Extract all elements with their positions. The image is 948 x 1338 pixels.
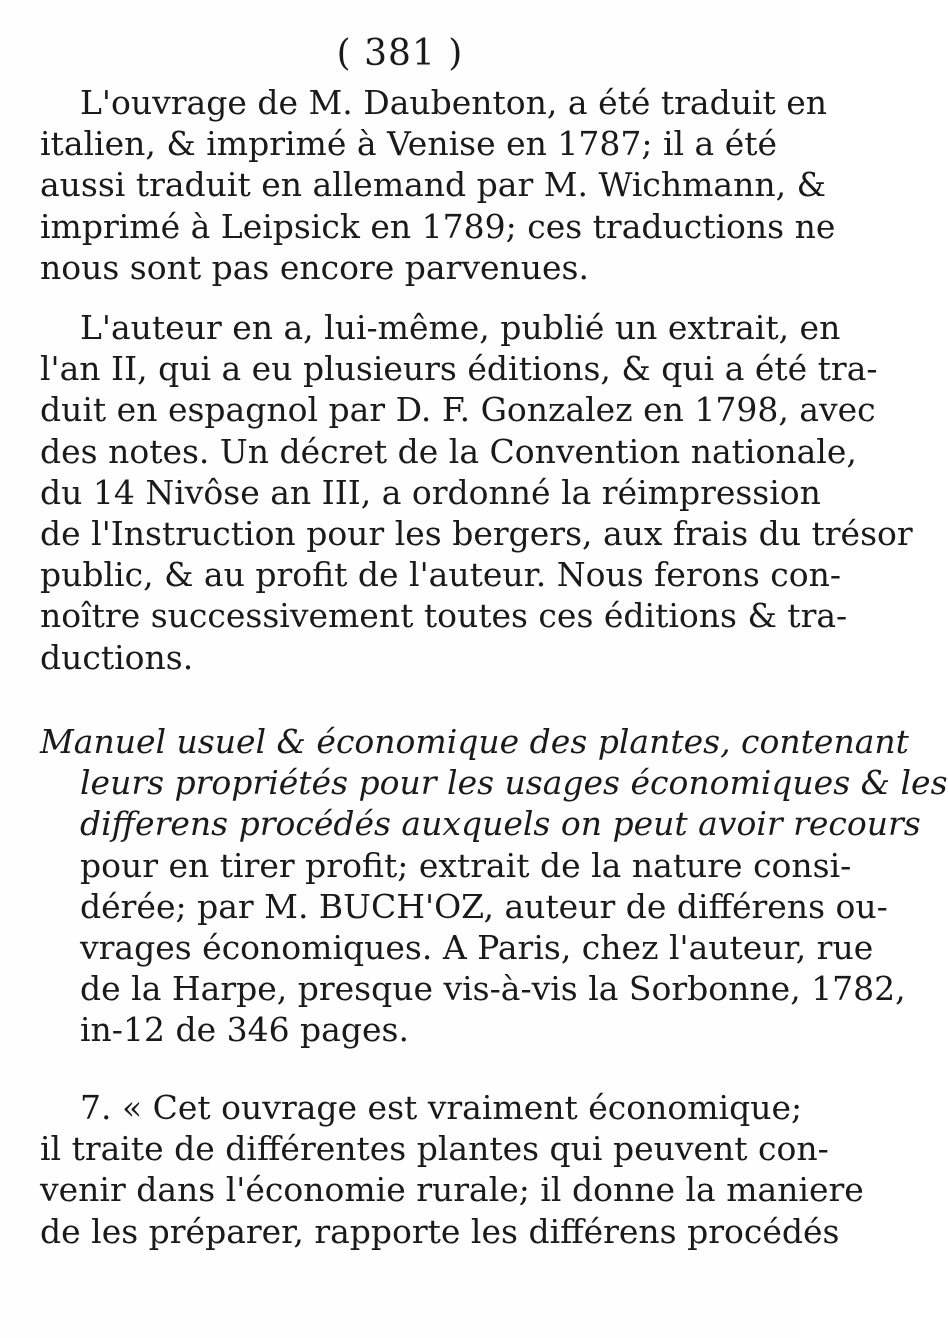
entry-line: vrages économiques. A Paris, chez l'auteur, rue xyxy=(80,927,874,967)
entry-line: Manuel usuel & économique des plantes, contenant xyxy=(40,722,909,761)
text-line: L'ouvrage de M. Daubenton, a été traduit en xyxy=(80,83,828,122)
text-line: 7. « Cet ouvrage est vraiment économique; xyxy=(80,1088,803,1127)
text-line: du 14 Nivôse an III, a ordonné la réimpression xyxy=(40,472,821,512)
text-line: aussi traduit en allemand par M. Wichmann, & xyxy=(40,165,826,205)
entry-line: leurs propriétés pour les usages économiques & les xyxy=(80,763,948,803)
paragraph-extract-editions xyxy=(40,307,913,678)
bibliographic-entry-manuel-usuel xyxy=(40,721,948,1051)
text-line: italien, & imprimé à Venise en 1787; il a été xyxy=(40,124,778,164)
entry-line: de la Harpe, presque vis-à-vis la Sorbonne, 1782, xyxy=(80,969,906,1009)
text-line: ductions. xyxy=(40,637,194,677)
text-line: L'auteur en a, lui-même, publié un extrait, en xyxy=(80,308,841,347)
page-number: ( 381 ) xyxy=(336,33,464,74)
text-line: duit en espagnol par D. F. Gonzalez en 1798, avec xyxy=(40,390,876,430)
text-line: l'an II, qui a eu plusieurs éditions, & qui a été tra- xyxy=(40,349,878,389)
text-line: imprimé à Leipsick en 1789; ces traductions ne xyxy=(40,206,836,246)
entry-line: differens procédés auxquels on peut avoir recours xyxy=(80,804,921,844)
text-line: venir dans l'économie rurale; il donne la maniere xyxy=(40,1170,864,1210)
text-line: de l'Instruction pour les bergers, aux frais du trésor xyxy=(40,513,913,553)
entry-line: dérée; par M. BUCH'OZ, auteur de différens ou- xyxy=(80,886,888,926)
text-line: de les préparer, rapporte les différens procédés xyxy=(40,1211,840,1251)
text-line: noître successivement toutes ces éditions & tra- xyxy=(40,596,848,636)
text-line: nous sont pas encore parvenues. xyxy=(40,247,589,287)
entry-line: pour en tirer profit; extrait de la nature consi- xyxy=(80,845,852,885)
text-line: public, & au profit de l'auteur. Nous ferons con- xyxy=(40,555,841,595)
text-line: des notes. Un décret de la Convention nationale, xyxy=(40,431,857,471)
paragraph-review-7 xyxy=(40,1087,864,1252)
text-line: il traite de différentes plantes qui peuvent con- xyxy=(40,1129,829,1169)
paragraph-daubenton-translations xyxy=(40,82,836,288)
entry-line: in-12 de 346 pages. xyxy=(80,1010,409,1050)
